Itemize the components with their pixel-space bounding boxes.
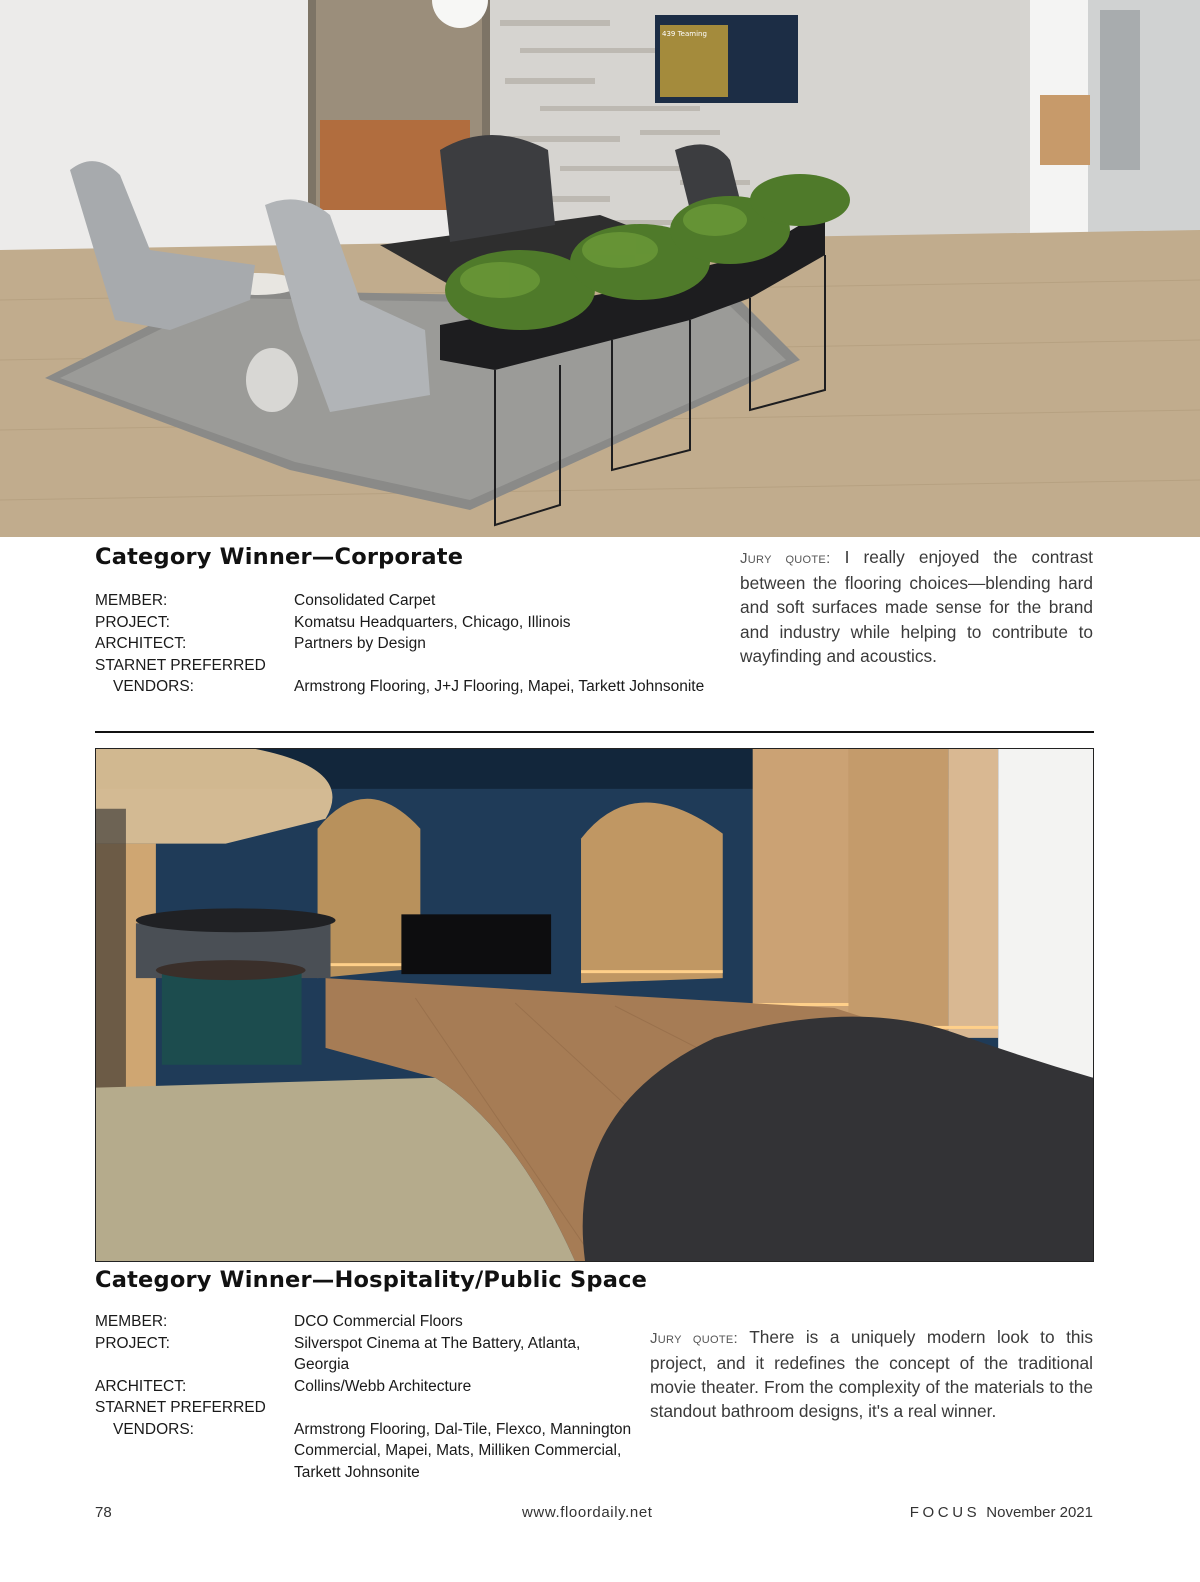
section-divider bbox=[95, 731, 1094, 733]
credit-row-vendors bbox=[95, 1419, 649, 1484]
credit-row-project bbox=[95, 1333, 649, 1376]
lobby-illustration bbox=[96, 749, 1093, 1261]
member-label: MEMBER: bbox=[95, 1313, 168, 1330]
category-title-hospitality: Category Winner—Hospitality/Public Space bbox=[95, 1267, 648, 1293]
architect-label: ARCHITECT: bbox=[95, 1377, 187, 1395]
magazine-name: FOCUS bbox=[909, 1504, 981, 1521]
tv-screen-text: 439 Teaming bbox=[662, 30, 707, 38]
jury-quote-corporate bbox=[740, 545, 1093, 668]
member-value: Consolidated Carpet bbox=[294, 592, 436, 609]
jury-quote-label: Jury quote: bbox=[650, 1330, 738, 1347]
vendors-label-line2: VENDORS: bbox=[113, 678, 194, 695]
member-value: DCO Commercial Floors bbox=[294, 1313, 463, 1330]
credit-row-member bbox=[95, 1311, 649, 1333]
architect-label: ARCHITECT: bbox=[95, 635, 187, 652]
member-label: MEMBER: bbox=[95, 592, 168, 609]
credit-row-architect bbox=[95, 633, 704, 655]
issue-info bbox=[910, 1504, 1093, 1521]
lounge-illustration bbox=[0, 0, 1200, 537]
credits-hospitality bbox=[95, 1311, 649, 1483]
credit-row-member bbox=[95, 590, 704, 612]
issue-date: November 2021 bbox=[986, 1504, 1093, 1521]
jury-quote-label: Jury quote: bbox=[740, 550, 831, 567]
photo-cinema-lobby bbox=[95, 748, 1094, 1262]
credit-row-project bbox=[95, 612, 704, 634]
credits-corporate bbox=[95, 590, 704, 698]
credit-row-vendors-label bbox=[95, 1397, 649, 1419]
credit-row-vendors bbox=[95, 676, 704, 698]
photo-corporate-lounge bbox=[0, 0, 1200, 537]
vendors-label-line1: STARNET PREFERRED bbox=[95, 656, 266, 674]
credit-row-vendors-label bbox=[95, 655, 704, 677]
vendors-value: Armstrong Flooring, J+J Flooring, Mapei, Tarkett Johnsonite bbox=[294, 678, 705, 695]
jury-quote-text: I really enjoyed the contrast between the flooring choices—blending hard and soft surfaces made sense for the brand and industry while helping to contribute to wayfinding and acoustics. bbox=[740, 547, 1093, 666]
architect-value: Partners by Design bbox=[294, 635, 426, 652]
category-title-corporate: Category Winner—Corporate bbox=[95, 544, 464, 570]
project-label: PROJECT: bbox=[95, 1334, 170, 1352]
architect-value: Collins/Webb Architecture bbox=[294, 1377, 472, 1395]
website-link[interactable]: www.floordaily.net bbox=[522, 1504, 653, 1521]
jury-quote-text: There is a uniquely modern look to this project, and it redefines the concept of the traditional movie theater. From the complexity of the materials to the standout bathroom designs, it's a real winner. bbox=[650, 1327, 1093, 1421]
page-number: 78 bbox=[95, 1504, 112, 1521]
project-label: PROJECT: bbox=[95, 613, 170, 631]
jury-quote-hospitality bbox=[650, 1325, 1093, 1423]
project-value: Komatsu Headquarters, Chicago, Illinois bbox=[294, 613, 571, 631]
project-value: Silverspot Cinema at The Battery, Atlanta, Georgia bbox=[294, 1334, 581, 1373]
vendors-label-line2: VENDORS: bbox=[113, 1420, 194, 1438]
vendors-label-line1: STARNET PREFERRED bbox=[95, 1399, 266, 1416]
vendors-value: Armstrong Flooring, Dal-Tile, Flexco, Mannington Commercial, Mapei, Mats, Milliken Commercial, Tarkett Johnsonite bbox=[294, 1420, 632, 1481]
credit-row-architect bbox=[95, 1376, 649, 1398]
